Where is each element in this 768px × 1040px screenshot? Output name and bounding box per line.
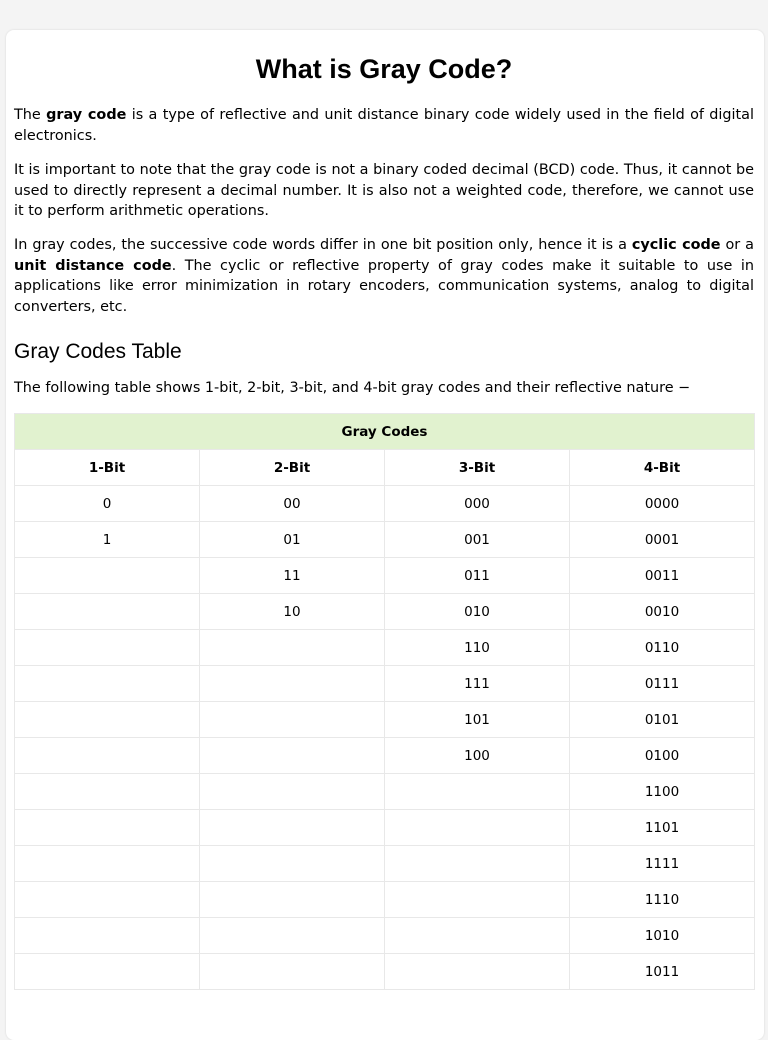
cyclic-text-2: or a [720, 237, 754, 253]
table-row [15, 630, 755, 666]
table-cell [15, 954, 200, 990]
table-cell: 000 [385, 486, 570, 522]
table-cell: 100 [385, 738, 570, 774]
table-intro: The following table shows 1-bit, 2-bit, 3-bit, and 4-bit gray codes and their reflective nature − [14, 380, 691, 396]
table-cell [385, 846, 570, 882]
table-cell: 0 [15, 486, 200, 522]
header-1-bit: 1-Bit [15, 450, 200, 486]
table-row [15, 918, 755, 954]
table-cell: 001 [385, 522, 570, 558]
cyclic-code-term: cyclic code [631, 237, 721, 253]
table-caption: Gray Codes [15, 414, 755, 450]
table-cell [15, 702, 200, 738]
table-cell: 1101 [570, 810, 755, 846]
table-cell: 011 [385, 558, 570, 594]
header-4-bit: 4-Bit [570, 450, 755, 486]
header-3-bit: 3-Bit [385, 450, 570, 486]
table-row [15, 558, 755, 594]
table-cell [200, 666, 385, 702]
table-cell: 1111 [570, 846, 755, 882]
article-card [6, 30, 764, 1040]
unit-distance-code-term: unit distance code [14, 257, 172, 274]
table-row [15, 702, 755, 738]
table-cell: 0010 [570, 594, 755, 630]
table-cell [200, 918, 385, 954]
table-cell: 0001 [570, 522, 755, 558]
table-cell [15, 666, 200, 702]
table-row [15, 954, 755, 990]
table-cell [385, 810, 570, 846]
table-cell: 0101 [570, 702, 755, 738]
table-cell [15, 846, 200, 882]
table-cell [15, 918, 200, 954]
table-cell [200, 810, 385, 846]
table-row [15, 594, 755, 630]
table-cell [385, 954, 570, 990]
table-cell: 0110 [570, 630, 755, 666]
table-cell [200, 954, 385, 990]
intro-text-start: The [14, 107, 47, 123]
table-row [15, 666, 755, 702]
table-cell [15, 594, 200, 630]
table-body [15, 486, 755, 990]
table-cell [200, 702, 385, 738]
header-2-bit: 2-Bit [200, 450, 385, 486]
table-cell [385, 918, 570, 954]
table-cell: 00 [200, 486, 385, 522]
table-header-row [15, 450, 755, 486]
table-row [15, 738, 755, 774]
table-cell [385, 882, 570, 918]
table-cell: 111 [385, 666, 570, 702]
table-cell: 010 [385, 594, 570, 630]
table-cell: 1 [15, 522, 200, 558]
table-cell: 1110 [570, 882, 755, 918]
table-cell [200, 774, 385, 810]
table-row [15, 810, 755, 846]
table-cell [200, 846, 385, 882]
table-cell: 10 [200, 594, 385, 630]
table-cell [15, 558, 200, 594]
table-cell [15, 738, 200, 774]
table-row [15, 846, 755, 882]
table-row [15, 522, 755, 558]
table-row [15, 882, 755, 918]
table-cell: 0100 [570, 738, 755, 774]
table-cell: 11 [200, 558, 385, 594]
table-cell: 0111 [570, 666, 755, 702]
table-cell: 1010 [570, 918, 755, 954]
table-cell: 0000 [570, 486, 755, 522]
page-title: What is Gray Code? [255, 54, 513, 84]
cyclic-text-3: . The cyclic or reflective property of gray codes make it suitable to use in applications like error minimization in rotary encoders, communication systems, analog to digital converters, etc. [14, 257, 754, 315]
table-cell [200, 738, 385, 774]
intro-text-end: is a type of reflective and unit distance binary code widely used in the field of digital electronics. [14, 107, 754, 144]
table-row [15, 774, 755, 810]
gray-codes-table [14, 413, 755, 990]
table-row [15, 486, 755, 522]
table-cell [15, 774, 200, 810]
table-cell: 1100 [570, 774, 755, 810]
intro-paragraph [14, 105, 754, 146]
table-cell: 101 [385, 702, 570, 738]
table-cell: 110 [385, 630, 570, 666]
table-cell: 0011 [570, 558, 755, 594]
table-cell [15, 882, 200, 918]
table-cell [200, 882, 385, 918]
bcd-paragraph: It is important to note that the gray code is not a binary coded decimal (BCD) code. Thus, it cannot be used to directly represent a decimal number. It is also not a weighted code, therefore, we cannot use it to perform arithmetic operations. [14, 162, 754, 219]
table-cell [385, 774, 570, 810]
section-heading: Gray Codes Table [14, 340, 182, 363]
table-cell [200, 630, 385, 666]
table-cell: 01 [200, 522, 385, 558]
table-cell [15, 810, 200, 846]
cyclic-paragraph [14, 235, 754, 317]
cyclic-text-1: In gray codes, the successive code words differ in one bit position only, hence it is a [14, 237, 632, 253]
table-caption-row [15, 414, 755, 450]
table-cell [15, 630, 200, 666]
table-cell: 1011 [570, 954, 755, 990]
gray-code-term: gray code [46, 107, 127, 123]
